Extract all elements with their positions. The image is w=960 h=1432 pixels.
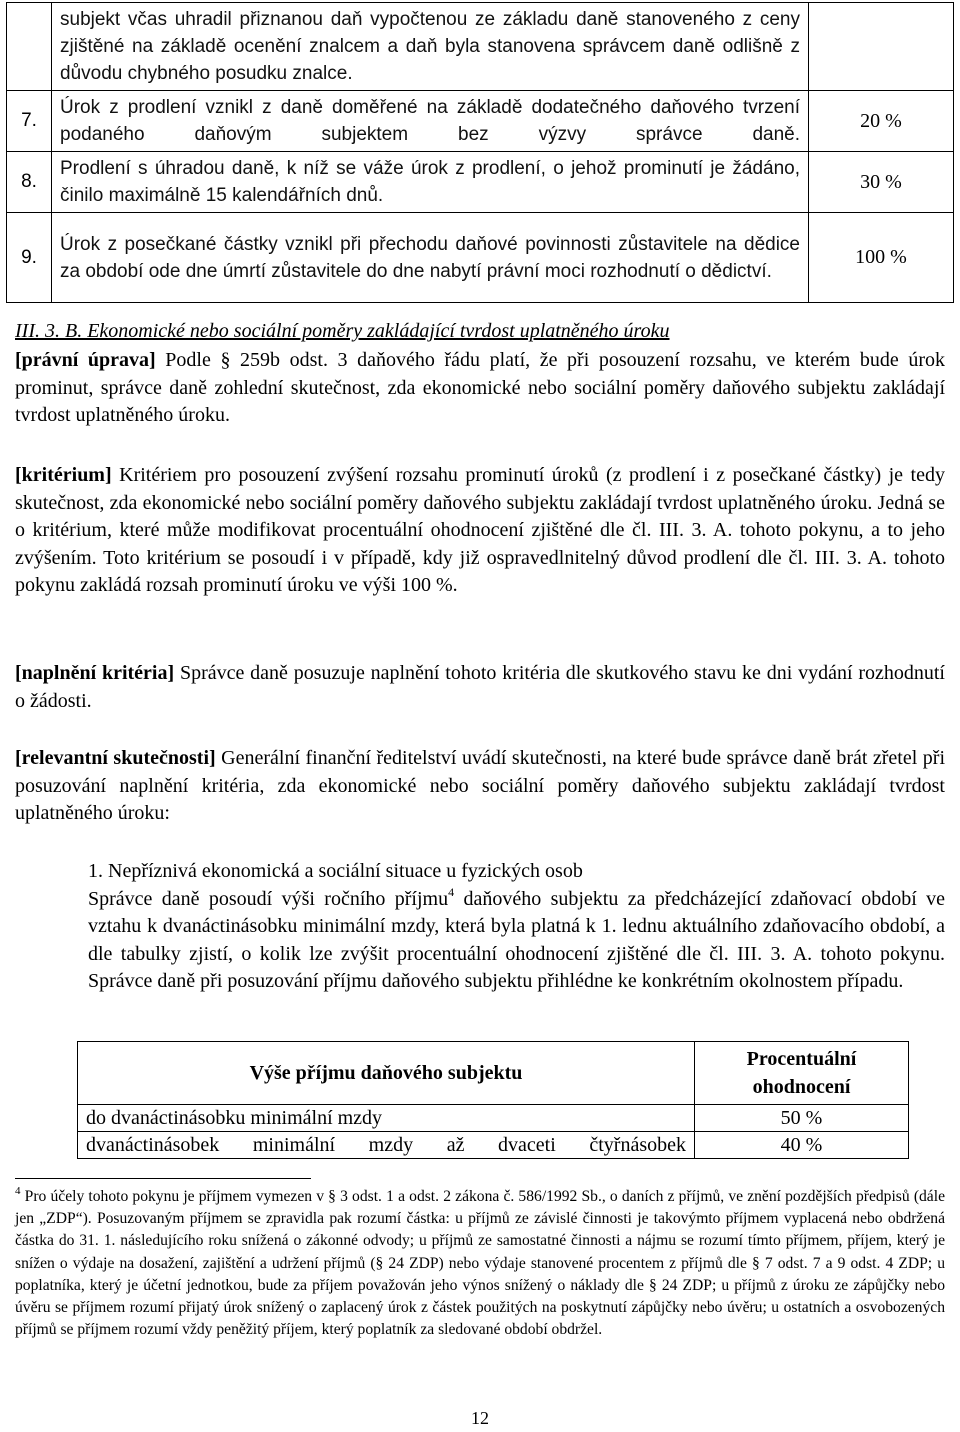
table-row bbox=[78, 1132, 909, 1159]
table-row bbox=[7, 213, 954, 303]
row-text: Prodlení s úhradou daně, k níž se váže úrok z prodlení, o jehož prominutí je žádáno, činilo maximálně 15 kalendářních dnů. bbox=[52, 152, 809, 213]
income-table bbox=[77, 1041, 909, 1159]
footnote-separator bbox=[15, 1178, 311, 1179]
paragraph-tag: [naplnění kritéria] bbox=[15, 662, 175, 684]
row-percentage: 100 % bbox=[809, 213, 954, 303]
paragraph-tag: [relevantní skutečnosti] bbox=[15, 747, 216, 769]
footnote-mark: 4 bbox=[15, 1185, 21, 1197]
paragraph-legal-basis bbox=[15, 347, 945, 430]
list-item bbox=[88, 858, 945, 996]
list-item-text bbox=[88, 886, 945, 996]
paragraph-criterion-fulfillment bbox=[15, 660, 945, 715]
table-header-row bbox=[78, 1042, 909, 1105]
paragraph-text: Správce daně posuzuje naplnění tohoto kritéria dle skutkového stavu ke dni vydání rozhodnutí o žádosti. bbox=[15, 662, 945, 712]
paragraph-tag: [právní úprava] bbox=[15, 349, 156, 371]
percentage-cell: 40 % bbox=[695, 1132, 909, 1159]
paragraph-text: Kritériem pro posouzení zvýšení rozsahu prominutí úroků (z prodlení i z posečkané částky) je tedy skutečnost, zda ekonomické nebo sociální poměry daňového subjektu zakládají tvrdost uplatněného úroku. Jedná se o kritérium, které může modifikovat procentuální ohodnocení zjištěné dle čl. III. 3. A. tohoto pokynu, a to jeho zvýšením. Toto kritérium se posoudí i v případě, kdy již ospravedlnitelný důvod prodlení dle čl. III. 3. A. tohoto pokynu zakládá rozsah prominutí úroku ve výši 100 %. bbox=[15, 464, 945, 596]
row-percentage: 20 % bbox=[809, 91, 954, 152]
footnote-text: Pro účely tohoto pokynu je příjmem vymezen v § 3 odst. 1 a odst. 2 zákona č. 586/1992 Sb., o daních z příjmů, ve znění pozdějších předpisů (dále jen „ZDP“). Posuzovaným příjmem se zpravidla pak rozumí částka: u příjmů ze závislé činnosti je takovýmto příjmem vyplacená nebo obdržená částka do 31. 1. následujícího roku snížená o zákonné odvody; u příjmů ze samostatné činnosti a nájmu se rozumí tímto příjmem, příjem, který je snížen o výdaje na dosažení, zajištění a udržení příjmů (§ 24 ZDP) nebo výdaje stanovené procentem z příjmů dle § 7 odst. 7 a 9 odst. 4 ZDP; u poplatníka, který je účetní jednotkou, bude za příjem považován jeho výnos snížený o náklady dle § 24 ZDP; u příjmů z úroku ze zápůjčky nebo úvěru se příjmem rozumí přijatý úrok snížený o zaplacený úrok z částek použitých na poskytnutí zápůjčky nebo úvěru; u ostatních a osvobozených příjmů se příjmem rozumí vždy peněžitý příjem, který poplatník za sledované období obdržel. bbox=[15, 1188, 945, 1339]
row-percentage bbox=[809, 3, 954, 91]
paragraph-relevant-facts bbox=[15, 745, 945, 828]
percentage-cell: 50 % bbox=[695, 1105, 909, 1132]
row-number: 9. bbox=[7, 213, 52, 303]
interest-criteria-table bbox=[6, 2, 954, 303]
page-number: 12 bbox=[471, 1408, 489, 1428]
table-row bbox=[7, 152, 954, 213]
row-text: Úrok z posečkané částky vznikl při přechodu daňové povinnosti zůstavitele na dědice za období ode dne úmrtí zůstavitele do dne nabytí právní moci rozhodnutí o dědictví. bbox=[52, 213, 809, 303]
list-item-text-part: daňového subjektu za předcházející zdaňovací období ve vztahu k dvanáctinásobku minimální mzdy, která byla platná k 1. lednu aktuálního zdaňovacího období, a dle tabulky zjistí, o kolik lze zvýšit procentuální ohodnocení zjištěné dle čl. III. 3. A. tohoto pokynu. Správce daně při posuzování příjmu daňového subjektu přihlédne ke konkrétním okolnostem případu. bbox=[88, 887, 945, 992]
section-heading: III. 3. B. Ekonomické nebo sociální poměry zakládající tvrdost uplatněného úroku bbox=[15, 320, 670, 342]
list-item-text-part: Správce daně posoudí výši ročního příjmu bbox=[88, 887, 449, 910]
row-text: Úrok z prodlení vznikl z daně doměřené na základě dodatečného daňového tvrzení podaného daňovým subjektem bez výzvy správce daně. bbox=[52, 91, 809, 152]
paragraph-text: Podle § 259b odst. 3 daňového řádu platí, že při posouzení rozsahu, ve kterém bude úrok prominut, správce daně zohlední skutečnost, zda ekonomické nebo sociální poměry daňového subjektu zakládají tvrdost uplatněného úroku. bbox=[15, 349, 946, 426]
list-item-heading: 1. Nepříznivá ekonomická a sociální situace u fyzických osob bbox=[88, 860, 583, 882]
paragraph-text: Generální finanční ředitelství uvádí skutečnosti, na které bude správce daně brát zřetel při posuzování naplnění kritéria, zda ekonomické nebo sociální poměry daňového subjektu zakládají tvrdost uplatněného úroku: bbox=[15, 747, 946, 824]
row-percentage: 30 % bbox=[809, 152, 954, 213]
footnote bbox=[15, 1186, 945, 1341]
table-row bbox=[7, 91, 954, 152]
income-cell: do dvanáctinásobku minimální mzdy bbox=[78, 1105, 695, 1132]
footnote-reference: 4 bbox=[448, 884, 455, 899]
paragraph-criterion bbox=[15, 462, 945, 600]
table-row bbox=[7, 3, 954, 91]
column-header: Procentuální ohodnocení bbox=[695, 1042, 909, 1105]
income-cell: dvanáctinásobek minimální mzdy až dvaceti čtyřnásobek bbox=[78, 1132, 695, 1159]
row-number: 7. bbox=[7, 91, 52, 152]
row-text: subjekt včas uhradil přiznanou daň vypočtenou ze základu daně stanoveného z ceny zjištěné na základě ocenění znalcem a daň byla stanovena správcem daně odlišně z důvodu chybného posudku znalce. bbox=[52, 3, 809, 91]
paragraph-tag: [kritérium] bbox=[15, 464, 112, 486]
row-number bbox=[7, 3, 52, 91]
row-number: 8. bbox=[7, 152, 52, 213]
column-header: Výše příjmu daňového subjektu bbox=[78, 1042, 695, 1105]
table-row bbox=[78, 1105, 909, 1132]
